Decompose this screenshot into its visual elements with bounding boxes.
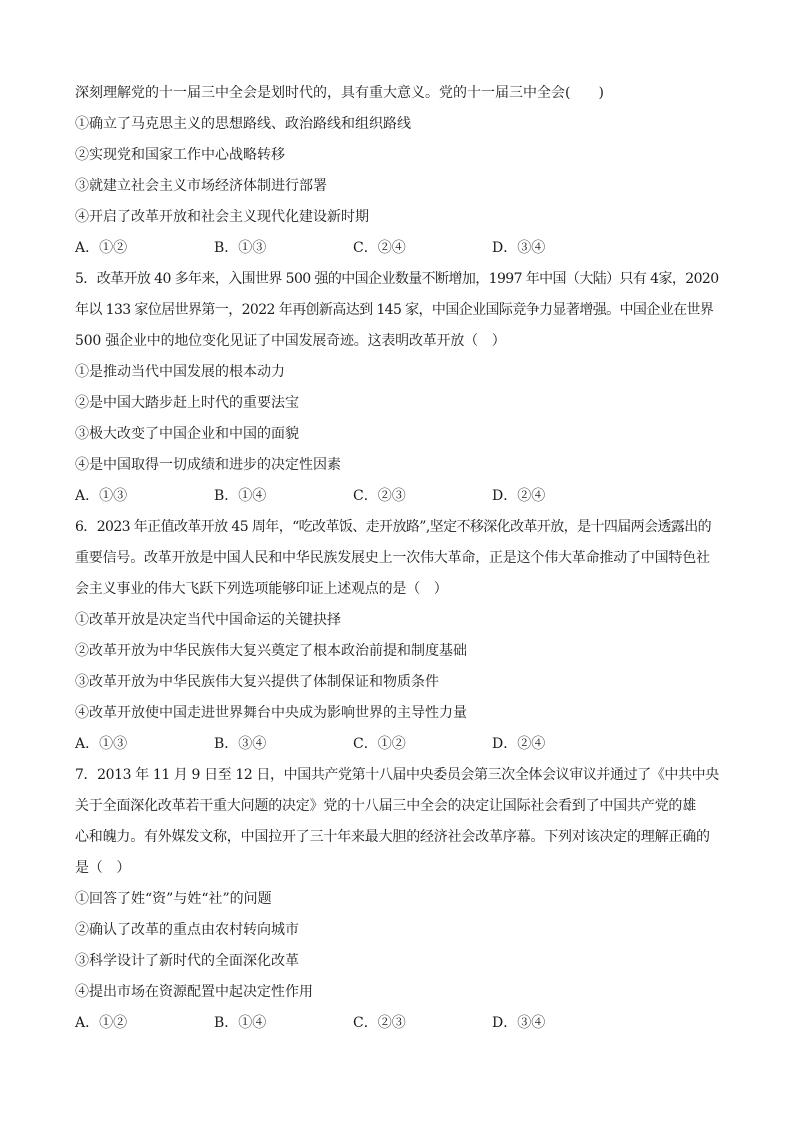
question-6 bbox=[75, 512, 719, 760]
choice-item: ③科学设计了新时代的全面深化改革 bbox=[75, 953, 299, 969]
option-a: A．①③ bbox=[75, 488, 128, 504]
option-c: C．①② bbox=[353, 736, 406, 752]
option-d: D．③④ bbox=[492, 1015, 546, 1031]
question-stem-line: 重要信号。改革开放是中国人民和中华民族发展史上一次伟大革命，正是这个伟大革命推动了中国特色社 bbox=[75, 550, 710, 566]
answer-options bbox=[75, 729, 719, 760]
answer-options bbox=[75, 481, 719, 512]
exam-page bbox=[75, 78, 719, 1039]
question-stem-line: 是（ ） bbox=[75, 860, 131, 876]
choice-item: ②是中国大踏步赶上时代的重要法宝 bbox=[75, 395, 299, 411]
option-a: A．①② bbox=[75, 240, 128, 256]
question-4 bbox=[75, 78, 719, 264]
question-stem-line: 心和魄力。有外媒发文称，中国拉开了三十年来最大胆的经济社会改革序幕。下列对该决定的理解正确的 bbox=[75, 829, 710, 845]
choice-item: ②确认了改革的重点由农村转向城市 bbox=[75, 922, 299, 938]
answer-options bbox=[75, 1008, 719, 1039]
question-stem: 深刻理解党的十一届三中全会是划时代的，具有重大意义。党的十一届三中全会( ) bbox=[75, 85, 604, 101]
option-b: B．③④ bbox=[214, 736, 267, 752]
choice-item: ①改革开放是决定当代中国命运的关键抉择 bbox=[75, 612, 341, 628]
question-stem-line: 7．2013 年 11 月 9 日至 12 日，中国共产党第十八届中央委员会第三次全体会议审议并通过了《中共中央 bbox=[75, 767, 719, 783]
option-d: D．②④ bbox=[492, 488, 546, 504]
answer-options bbox=[75, 233, 719, 264]
choice-item: ①确立了马克思主义的思想路线、政治路线和组织路线 bbox=[75, 116, 411, 132]
option-d: D．③④ bbox=[492, 240, 546, 256]
choice-item: ④是中国取得一切成绩和进步的决定性因素 bbox=[75, 457, 341, 473]
choice-item: ③极大改变了中国企业和中国的面貌 bbox=[75, 426, 299, 442]
option-b: B．①④ bbox=[214, 488, 267, 504]
choice-item: ②改革开放为中华民族伟大复兴奠定了根本政治前提和制度基础 bbox=[75, 643, 467, 659]
question-stem-line: 500 强企业中的地位变化见证了中国发展奇迹。这表明改革开放（ ） bbox=[75, 333, 506, 349]
option-b: B．①③ bbox=[214, 240, 267, 256]
question-stem-line: 会主义事业的伟大飞跃下列选项能够印证上述观点的是（ ） bbox=[75, 581, 448, 597]
option-a: A．①② bbox=[75, 1015, 128, 1031]
question-5 bbox=[75, 264, 719, 512]
choice-item: ④改革开放使中国走进世界舞台中央成为影响世界的主导性力量 bbox=[75, 705, 467, 721]
option-c: C．②④ bbox=[353, 240, 406, 256]
question-stem-line: 5．改革开放 40 多年来，入围世界 500 强的中国企业数量不断增加，1997 年中国（大陆）只有 4家，2020 bbox=[75, 271, 719, 287]
option-a: A．①③ bbox=[75, 736, 128, 752]
question-7 bbox=[75, 760, 719, 1039]
question-stem-line: 关于全面深化改革若干重大问题的决定》党的十八届三中全会的决定让国际社会看到了中国共产党的雄 bbox=[75, 798, 696, 814]
choice-item: ①是推动当代中国发展的根本动力 bbox=[75, 364, 285, 380]
option-c: C．②③ bbox=[353, 1015, 406, 1031]
choice-item: ②实现党和国家工作中心战略转移 bbox=[75, 147, 285, 163]
choice-item: ④开启了改革开放和社会主义现代化建设新时期 bbox=[75, 209, 369, 225]
option-d: D．②④ bbox=[492, 736, 546, 752]
question-stem-line: 6．2023 年正值改革开放 45 周年，“吃改革饭、走开放路”,坚定不移深化改革开放，是十四届两会透露出的 bbox=[75, 519, 712, 535]
choice-item: ④提出市场在资源配置中起决定性作用 bbox=[75, 984, 313, 1000]
option-b: B．①④ bbox=[214, 1015, 267, 1031]
option-c: C．②③ bbox=[353, 488, 406, 504]
choice-item: ③改革开放为中华民族伟大复兴提供了体制保证和物质条件 bbox=[75, 674, 439, 690]
choice-item: ③就建立社会主义市场经济体制进行部署 bbox=[75, 178, 327, 194]
question-stem-line: 年以 133 家位居世界第一，2022 年再创新高达到 145 家，中国企业国际竞争力显著增强。中国企业在世界 bbox=[75, 302, 714, 318]
choice-item: ①回答了姓“资”与姓“社”的问题 bbox=[75, 891, 272, 907]
